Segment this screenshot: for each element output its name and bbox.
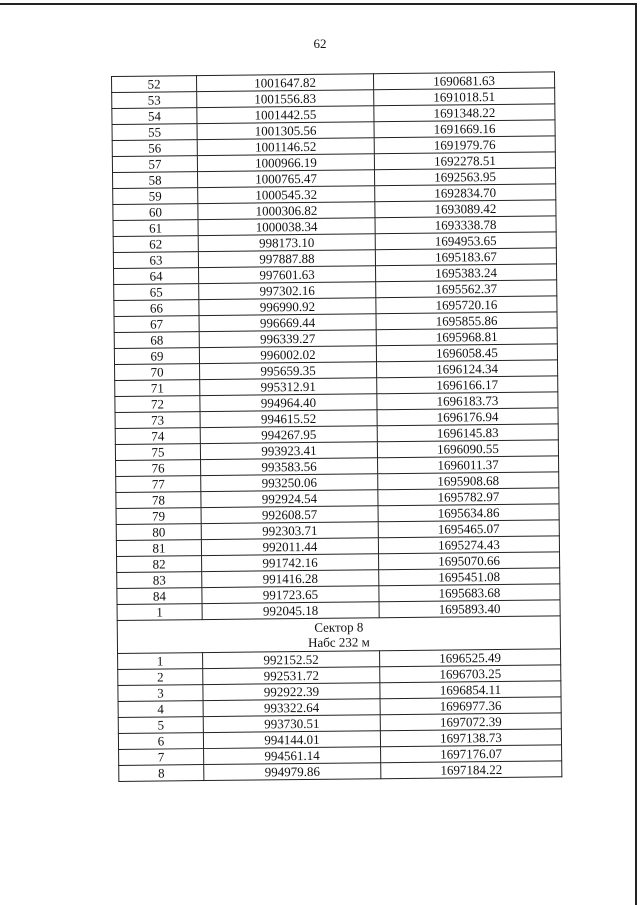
coordinates-table xyxy=(111,71,562,782)
y-coordinate-cell: 1692834.70 xyxy=(375,184,556,202)
sector-title: Сектор 8 xyxy=(314,619,364,635)
point-number-cell: 66 xyxy=(114,300,199,317)
y-coordinate-cell: 1696166.17 xyxy=(377,376,558,394)
sector-header-cell xyxy=(117,616,560,654)
x-coordinate-cell: 1000966.19 xyxy=(197,154,374,172)
y-coordinate-cell: 1696145.83 xyxy=(377,424,558,442)
y-coordinate-cell: 1695855.86 xyxy=(376,312,557,330)
point-number-cell: 7 xyxy=(119,749,204,766)
y-coordinate-cell: 1697176.07 xyxy=(381,745,562,763)
x-coordinate-cell: 996002.02 xyxy=(199,346,376,364)
table-row xyxy=(119,761,562,782)
y-coordinate-cell: 1696058.45 xyxy=(376,344,557,362)
coordinates-table-wrapper xyxy=(111,71,558,782)
point-number-cell: 1 xyxy=(117,604,202,621)
scan-edge-right xyxy=(635,3,637,905)
point-number-cell: 60 xyxy=(113,204,198,221)
x-coordinate-cell: 992922.39 xyxy=(203,683,380,701)
x-coordinate-cell: 997887.88 xyxy=(198,250,375,268)
x-coordinate-cell: 992045.18 xyxy=(202,602,379,620)
x-coordinate-cell: 992152.52 xyxy=(203,651,380,669)
x-coordinate-cell: 1001647.82 xyxy=(197,74,374,92)
y-coordinate-cell: 1696525.49 xyxy=(380,649,561,667)
y-coordinate-cell: 1696011.37 xyxy=(378,456,559,474)
y-coordinate-cell: 1692278.51 xyxy=(374,152,555,170)
y-coordinate-cell: 1694953.65 xyxy=(375,232,556,250)
y-coordinate-cell: 1695782.97 xyxy=(378,488,559,506)
y-coordinate-cell: 1691348.22 xyxy=(374,104,555,122)
y-coordinate-cell: 1695562.37 xyxy=(376,280,557,298)
x-coordinate-cell: 997302.16 xyxy=(199,282,376,300)
y-coordinate-cell: 1695451.08 xyxy=(379,568,560,586)
x-coordinate-cell: 991742.16 xyxy=(202,554,379,572)
point-number-cell: 3 xyxy=(118,685,203,702)
y-coordinate-cell: 1697138.73 xyxy=(380,729,561,747)
point-number-cell: 64 xyxy=(114,268,199,285)
y-coordinate-cell: 1696124.34 xyxy=(377,360,558,378)
point-number-cell: 57 xyxy=(112,156,197,173)
y-coordinate-cell: 1695908.68 xyxy=(378,472,559,490)
x-coordinate-cell: 994144.01 xyxy=(203,731,380,749)
x-coordinate-cell: 1001442.55 xyxy=(197,106,374,124)
point-number-cell: 81 xyxy=(116,540,201,557)
point-number-cell: 79 xyxy=(116,508,201,525)
table-body-part2 xyxy=(118,649,562,782)
point-number-cell: 84 xyxy=(117,588,202,605)
y-coordinate-cell: 1692563.95 xyxy=(374,168,555,186)
point-number-cell: 5 xyxy=(118,717,203,734)
x-coordinate-cell: 1001556.83 xyxy=(197,90,374,108)
y-coordinate-cell: 1693338.78 xyxy=(375,216,556,234)
x-coordinate-cell: 993583.56 xyxy=(201,458,378,476)
x-coordinate-cell: 994964.40 xyxy=(200,394,377,412)
x-coordinate-cell: 1000545.32 xyxy=(198,186,375,204)
y-coordinate-cell: 1695274.43 xyxy=(378,536,559,554)
point-number-cell: 68 xyxy=(114,332,199,349)
x-coordinate-cell: 1001305.56 xyxy=(197,122,374,140)
point-number-cell: 56 xyxy=(112,140,197,157)
y-coordinate-cell: 1697184.22 xyxy=(381,761,562,779)
y-coordinate-cell: 1695893.40 xyxy=(379,600,560,618)
point-number-cell: 1 xyxy=(118,653,203,670)
point-number-cell: 58 xyxy=(113,172,198,189)
x-coordinate-cell: 993250.06 xyxy=(201,474,378,492)
x-coordinate-cell: 1000306.82 xyxy=(198,202,375,220)
point-number-cell: 72 xyxy=(115,396,200,413)
x-coordinate-cell: 992303.71 xyxy=(201,522,378,540)
y-coordinate-cell: 1691979.76 xyxy=(374,136,555,154)
point-number-cell: 76 xyxy=(116,460,201,477)
y-coordinate-cell: 1690681.63 xyxy=(373,72,554,90)
point-number-cell: 62 xyxy=(113,236,198,253)
page-number: 62 xyxy=(313,36,327,51)
point-number-cell: 52 xyxy=(112,76,197,93)
point-number-cell: 73 xyxy=(115,412,200,429)
y-coordinate-cell: 1695634.86 xyxy=(378,504,559,522)
x-coordinate-cell: 992531.72 xyxy=(203,667,380,685)
y-coordinate-cell: 1696183.73 xyxy=(377,392,558,410)
y-coordinate-cell: 1693089.42 xyxy=(375,200,556,218)
x-coordinate-cell: 992011.44 xyxy=(201,538,378,556)
y-coordinate-cell: 1695070.66 xyxy=(379,552,560,570)
x-coordinate-cell: 998173.10 xyxy=(198,234,375,252)
sector-header-row xyxy=(117,616,560,654)
x-coordinate-cell: 992924.54 xyxy=(201,490,378,508)
x-coordinate-cell: 993730.51 xyxy=(203,715,380,733)
point-number-cell: 80 xyxy=(116,524,201,541)
point-number-cell: 74 xyxy=(115,428,200,445)
y-coordinate-cell: 1695383.24 xyxy=(376,264,557,282)
point-number-cell: 82 xyxy=(117,556,202,573)
x-coordinate-cell: 996339.27 xyxy=(199,330,376,348)
x-coordinate-cell: 1000038.34 xyxy=(198,218,375,236)
point-number-cell: 77 xyxy=(116,476,201,493)
y-coordinate-cell: 1696854.11 xyxy=(380,681,561,699)
point-number-cell: 6 xyxy=(118,733,203,750)
table-body-part1 xyxy=(112,72,561,621)
point-number-cell: 55 xyxy=(112,124,197,141)
point-number-cell: 71 xyxy=(115,380,200,397)
point-number-cell: 8 xyxy=(119,765,204,782)
y-coordinate-cell: 1695465.07 xyxy=(378,520,559,538)
y-coordinate-cell: 1696977.36 xyxy=(380,697,561,715)
x-coordinate-cell: 995659.35 xyxy=(200,362,377,380)
point-number-cell: 59 xyxy=(113,188,198,205)
x-coordinate-cell: 992608.57 xyxy=(201,506,378,524)
x-coordinate-cell: 996669.44 xyxy=(199,314,376,332)
point-number-cell: 53 xyxy=(112,92,197,109)
point-number-cell: 4 xyxy=(118,701,203,718)
x-coordinate-cell: 993322.64 xyxy=(203,699,380,717)
x-coordinate-cell: 994267.95 xyxy=(200,426,377,444)
point-number-cell: 83 xyxy=(117,572,202,589)
y-coordinate-cell: 1695683.68 xyxy=(379,584,560,602)
x-coordinate-cell: 995312.91 xyxy=(200,378,377,396)
y-coordinate-cell: 1696176.94 xyxy=(377,408,558,426)
y-coordinate-cell: 1695720.16 xyxy=(376,296,557,314)
point-number-cell: 69 xyxy=(114,348,199,365)
y-coordinate-cell: 1695183.67 xyxy=(375,248,556,266)
x-coordinate-cell: 996990.92 xyxy=(199,298,376,316)
x-coordinate-cell: 1001146.52 xyxy=(197,138,374,156)
point-number-cell: 65 xyxy=(114,284,199,301)
point-number-cell: 54 xyxy=(112,108,197,125)
x-coordinate-cell: 997601.63 xyxy=(199,266,376,284)
x-coordinate-cell: 994615.52 xyxy=(200,410,377,428)
sector-header-body xyxy=(117,616,560,654)
point-number-cell: 61 xyxy=(113,220,198,237)
scan-edge-top xyxy=(0,3,636,5)
y-coordinate-cell: 1691018.51 xyxy=(374,88,555,106)
y-coordinate-cell: 1695968.81 xyxy=(376,328,557,346)
x-coordinate-cell: 993923.41 xyxy=(200,442,377,460)
x-coordinate-cell: 991416.28 xyxy=(202,570,379,588)
x-coordinate-cell: 991723.65 xyxy=(202,586,379,604)
point-number-cell: 70 xyxy=(115,364,200,381)
y-coordinate-cell: 1696703.25 xyxy=(380,665,561,683)
point-number-cell: 75 xyxy=(115,444,200,461)
x-coordinate-cell: 994561.14 xyxy=(204,747,381,765)
sector-subtitle: Набс 232 м xyxy=(307,634,370,650)
point-number-cell: 63 xyxy=(113,252,198,269)
point-number-cell: 67 xyxy=(114,316,199,333)
y-coordinate-cell: 1696090.55 xyxy=(377,440,558,458)
y-coordinate-cell: 1697072.39 xyxy=(380,713,561,731)
x-coordinate-cell: 1000765.47 xyxy=(198,170,375,188)
x-coordinate-cell: 994979.86 xyxy=(204,763,381,781)
point-number-cell: 78 xyxy=(116,492,201,509)
point-number-cell: 2 xyxy=(118,669,203,686)
y-coordinate-cell: 1691669.16 xyxy=(374,120,555,138)
